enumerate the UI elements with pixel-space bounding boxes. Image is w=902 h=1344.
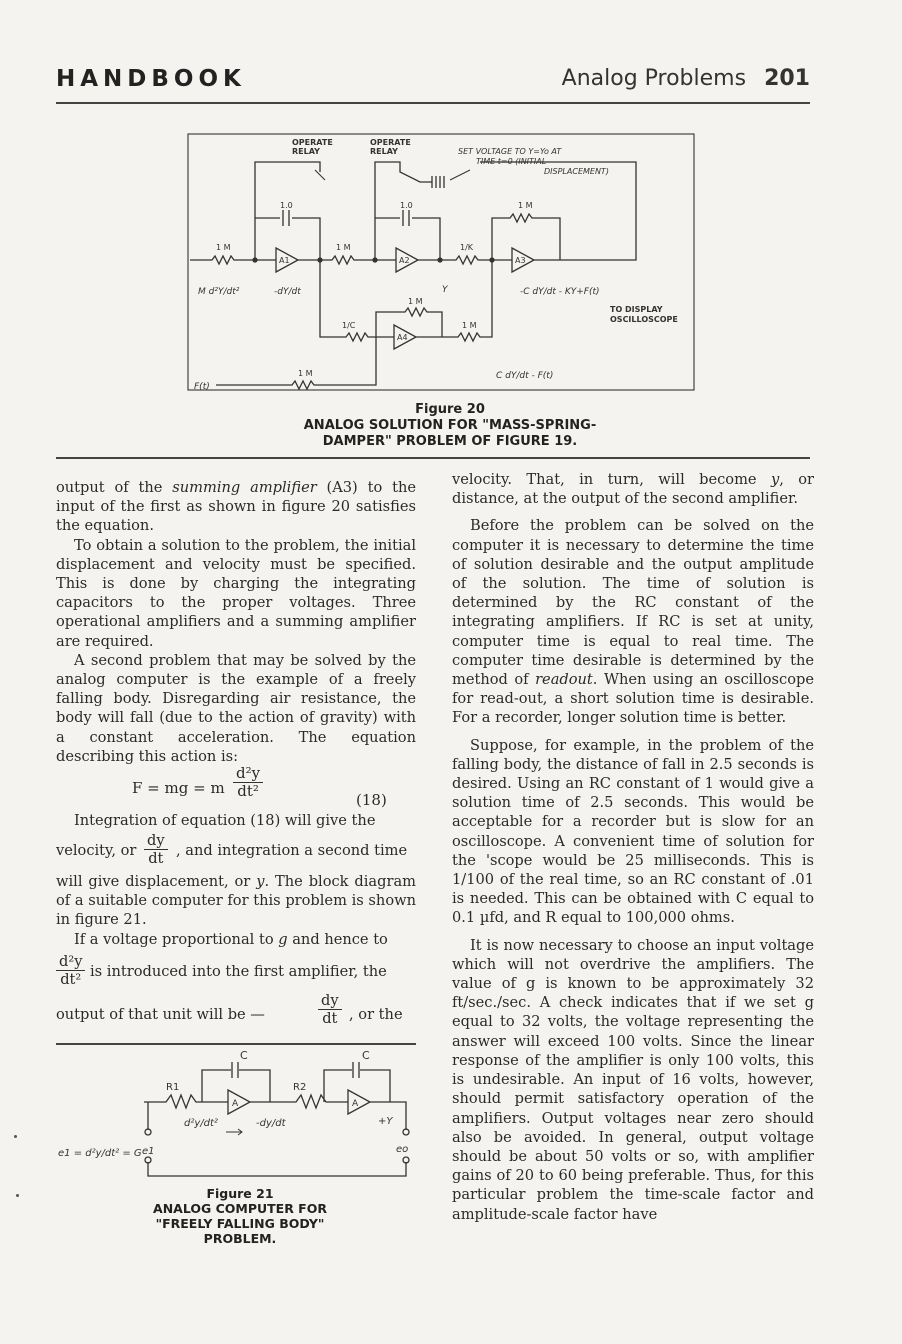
note-line-2: TIME t=0 (INITIAL: [476, 157, 547, 166]
label-m-d2y: M d²Y/dt²: [198, 287, 240, 297]
figure-21-schematic: [56, 1050, 426, 1180]
amp-a1: A1: [279, 256, 290, 265]
output-fraction: $\frac{dy}{dt}$: [318, 992, 342, 1027]
amp-a2: A2: [399, 256, 410, 265]
velocity-line: velocity, or $\frac{dy}{dt}$ , and integration a second time: [56, 832, 408, 867]
fig21-r2: R2: [293, 1082, 307, 1093]
note-line-1: SET VOLTAGE TO Y=Yo AT: [458, 147, 562, 156]
acceleration-line: $\frac{\text{d²y}}{\text{dt²}}$ is introduced into the first amplifier, the: [56, 953, 416, 993]
paragraph: Suppose, for example, in the problem of the falling body, the distance of fall in 2.5 seconds is desired. Using an RC constant of 1 would give a solution time of 2.5 seconds. This would be acceptable for a recorder but is slow for an oscilloscope. A convenient time of solution for the 'scope would be 25 milliseconds. This is 1/100 of the real time, so an RC constant of .01 is needed. This can be obtained with C equal to 0.1 µfd, and R equal to 100,000 ohms.: [452, 736, 814, 927]
relay1-label-1: OPERATE: [292, 138, 333, 147]
figure-21-caption-line-3: PROBLEM.: [203, 1231, 277, 1246]
r-fb-a3: 1 M: [518, 201, 533, 210]
paragraph: It is now necessary to choose an input voltage which will not overdrive the amplifiers. The value of g is known to be approximately 32 ft/sec./sec. A check indicates that if we set g equal to 32 volts, the voltage representing the answer will exceed 100 volts. Since the linear response of the amplifier is only 100 volts, this is undesirable. An input of 16 volts, however, should permit satisfactory operation of the amplifiers. Output voltages near zero should also be avoided. In general, output voltage should be about 50 volts or so, with amplifier gains of 20 to 60 being preferable. Thus, for this particular problem the time-scale factor and amplitude-scale factor have: [452, 936, 814, 1223]
paragraph: Integration of equation (18) will give the: [74, 812, 376, 829]
amp-a3: A3: [515, 256, 526, 265]
right-column: [452, 470, 814, 1224]
paragraph: velocity. That, in turn, will become y, or distance, at the output of the second amplifier.: [452, 471, 814, 508]
paragraph: To obtain a solution to the problem, the initial displacement and velocity must be specified. This is done by charging the integrating capacitors to the proper voltages. Three operational amplifiers and a summing amplifier are required.: [56, 536, 416, 650]
r-in-a1: 1 M: [216, 243, 231, 252]
running-head-section: [562, 66, 810, 91]
label-a3-out: -C dY/dt - KY+F(t): [520, 287, 600, 297]
r-a4-sum: 1 M: [462, 321, 477, 330]
cap2-value: 1.0: [400, 201, 413, 210]
output-line: output of that unit will be — $\frac{dy}{dt}$ , or the: [56, 992, 403, 1027]
note-line-3: DISPLACEMENT): [544, 167, 609, 176]
fig21-amp1: A: [232, 1099, 239, 1109]
fig21-r1: R1: [166, 1082, 180, 1093]
figure-21-caption-line-2: "FREELY FALLING BODY": [155, 1216, 325, 1231]
r-ft: 1 M: [298, 369, 313, 378]
velocity-fraction: $\frac{dy}{dt}$: [144, 832, 168, 867]
margin-speck: [16, 1194, 19, 1197]
cap1-value: 1.0: [280, 201, 293, 210]
margin-speck: [14, 1135, 17, 1138]
left-column-mid: [56, 872, 416, 949]
left-column-top: [56, 478, 416, 766]
paragraph: will give displacement, or y. The block diagram of a suitable computer for this problem is shown in figure 21.: [56, 873, 416, 929]
relay2-label-2: RELAY: [370, 147, 398, 156]
label-y: Y: [442, 285, 448, 295]
fig21-out: +Y: [378, 1116, 393, 1127]
equation-number: (18): [356, 791, 387, 809]
running-head-title: HANDBOOK: [56, 66, 246, 92]
figure-21-caption: [110, 1186, 370, 1246]
acceleration-fraction: $\frac{\text{d²y}}{\text{dt²}}$: [56, 953, 85, 988]
paragraph: A second problem that may be solved by the analog computer is the example of a freely falling body. Disregarding air resistance, the body will fall (due to the action of gravity) with a constant acceleration. The equation describing this action is:: [56, 651, 416, 765]
fig21-amp2: A: [352, 1099, 359, 1109]
label-ft: F(t): [194, 382, 210, 392]
fig21-e1: e1: [142, 1146, 155, 1157]
paragraph: output of the summing amplifier (A3) to the input of the first as shown in figure 20 satisfies the equation.: [56, 479, 416, 535]
fig21-input-label: e1 = d²y/dt² = G: [58, 1148, 142, 1159]
equation-fraction: $\frac{\text{d²y}}{\text{dt²}}$: [233, 765, 263, 800]
figure-20-label: Figure 20: [415, 402, 485, 417]
page-number: 201: [764, 66, 810, 91]
relay2-label-1: OPERATE: [370, 138, 411, 147]
fig21-mid2: -dy/dt: [256, 1118, 286, 1129]
display-label-2: OSCILLOSCOPE: [610, 315, 678, 324]
label-a4-out: C dY/dt - F(t): [496, 371, 554, 381]
r-1c: 1/C: [342, 321, 356, 330]
paragraph: If a voltage proportional to g and hence to: [74, 930, 388, 948]
section-title: Analog Problems: [561, 66, 747, 91]
label-neg-dy: -dY/dt: [274, 287, 301, 297]
r-fb-a4: 1 M: [408, 297, 423, 306]
figure-20-caption-line-2: DAMPER" PROBLEM OF FIGURE 19.: [322, 434, 578, 449]
fig21-c2: C: [362, 1050, 370, 1062]
fig21-c1: C: [240, 1050, 248, 1062]
fig21-eo: eo: [396, 1144, 409, 1155]
section-rule: [56, 457, 810, 459]
amp-a4: A4: [397, 333, 408, 342]
equation-lhs: F = mg = m: [132, 779, 225, 797]
figure-20-schematic: [180, 132, 700, 402]
figure-21-caption-line-1: ANALOG COMPUTER FOR: [153, 1201, 327, 1216]
figure-21-rule: [56, 1043, 416, 1045]
paragraph: Before the problem can be solved on the computer it is necessary to determine the time of solution desirable and the output amplitude of the solution. The time of solution is determined by the RC constant of the integrating amplifiers. If RC is set at unity, computer time is equal to real time. The computer time desirable is determined by the method of readout. When using an oscilloscope for read-out, a short solution time is desirable. For a recorder, longer solution time is better.: [452, 517, 814, 727]
figure-20-caption-line-1: ANALOG SOLUTION FOR "MASS-SPRING-: [303, 418, 597, 433]
figure-20-caption: [230, 402, 670, 450]
display-label-1: TO DISPLAY: [610, 305, 663, 314]
equation-18: [56, 765, 416, 817]
r-1k: 1/K: [460, 243, 474, 252]
fig21-mid1: d²y/dt²: [184, 1118, 218, 1129]
r-in-a2: 1 M: [336, 243, 351, 252]
figure-21-label: Figure 21: [206, 1186, 274, 1201]
header-rule: [56, 102, 810, 104]
relay1-label-2: RELAY: [292, 147, 320, 156]
